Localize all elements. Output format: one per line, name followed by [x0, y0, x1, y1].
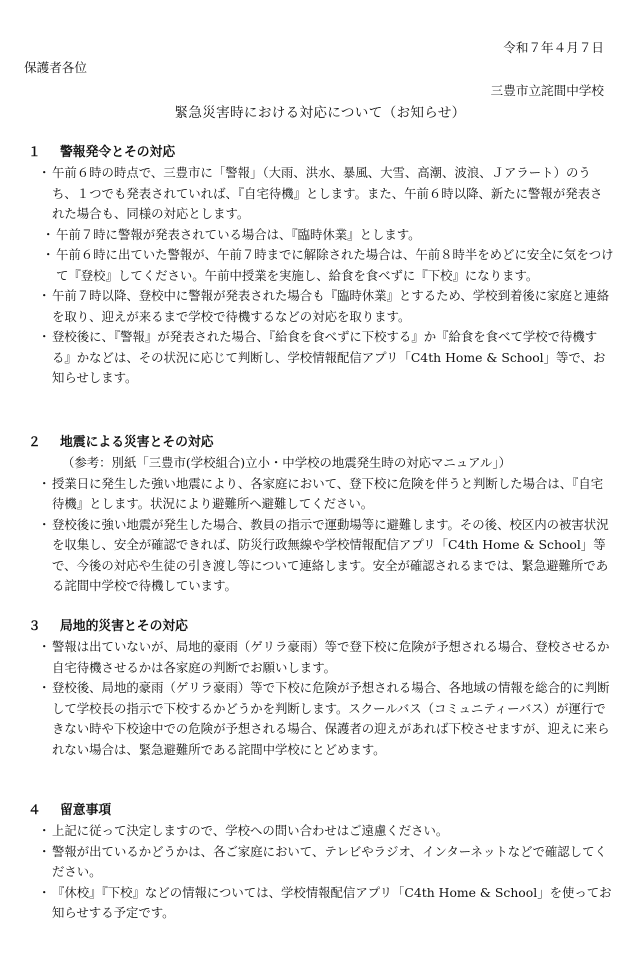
bullet-icon: ・: [38, 288, 51, 303]
bullet-icon: ・: [38, 680, 51, 695]
list-item: ・ 午前７時に警報が発表されている場合は、『臨時休業』とします。: [24, 225, 614, 246]
section-heading: [24, 617, 614, 637]
list-item: ・ 登校後に強い地震が発生した場合、教員の指示で運動場等に避難します。その後、校区内の被害状況を収集し、安全が確認できれば、防災行政無線や学校情報配信アプリ「C4th Home & School」等で、今後の対応や生徒の引き渡し等について連絡します。安全が確認されるまでは、緊急避難所である詫間中学校で待機しています。: [38, 516, 609, 593]
list-item: ・ 警報は出ていないが、局地的豪雨（ゲリラ豪雨）等で登下校に危険が予想される場合、登校させるか自宅待機させるかは各家庭の判断でお願いします。: [38, 639, 610, 675]
sender-school: 三豊市立詫間中学校: [490, 83, 604, 98]
section-local-disaster: [24, 617, 614, 760]
section-title: 局地的災害とその対応: [60, 619, 188, 634]
bullet-icon: ・: [38, 884, 51, 900]
list-item: ・ 警報が出ているかどうかは、各ご家庭において、テレビやラジオ、インターネットなどで確認してください。: [38, 843, 607, 879]
list-item: ・ 『休校』『下校』などの情報については、学校情報配信アプリ「C4th Home & School」を使ってお知らせする予定です。: [38, 884, 612, 920]
list-item: ・ 上記に従って決定しますので、学校への問い合わせはご遠慮ください。: [24, 821, 614, 842]
section-earthquake: [24, 433, 614, 597]
bullet-icon: ・: [38, 475, 51, 491]
bullet-icon: ・: [38, 639, 51, 654]
bullet-icon: ・: [42, 247, 55, 262]
section-number: １: [28, 145, 41, 160]
list-item: ・ 午前６時に出ていた警報が、午前７時までに解除された場合は、午前８時半をめどに安全に気をつけて『登校』してください。午前中授業を実施し、給食を食べずに『下校』になります。: [42, 247, 614, 283]
list-item: ・ 授業日に発生した強い地震により、各家庭において、登下校に危険を伴うと判断した場合は、『自宅待機』とします。状況により避難所へ避難してください。: [38, 475, 604, 511]
list-item: ・ 午前７時以降、登校中に警報が発表された場合も『臨時休業』とするため、学校到着後に家庭と連絡を取り、迎えが来るまで学校で待機するなどの対応を取ります。: [38, 288, 610, 324]
section-number: ３: [28, 619, 41, 634]
bullet-icon: ・: [38, 823, 51, 838]
bullet-icon: ・: [38, 516, 51, 532]
reference-note: （参考：別紙「三豊市(学校組合)立小・中学校の地震発生時の対応マニュアル」）: [62, 455, 512, 470]
section-title: 留意事項: [60, 803, 112, 818]
bullet-icon: ・: [42, 226, 55, 242]
document-title: 緊急災害時における対応について（お知らせ）: [174, 105, 466, 121]
section-heading: [24, 801, 614, 821]
section-number: ２: [28, 435, 41, 450]
document-date: 令和７年４月７日: [503, 40, 604, 55]
list-item: ・ 登校後、局地的豪雨（ゲリラ豪雨）等で下校に危険が予想される場合、各地域の情報を総合的に判断して学校長の指示で下校するかどうかを判断します。スクールバス（コミュニティーバス）が運行できない時や下校途中での危険が予想される場合、保護者の迎えがあれば下校させますが、迎えに来られない場合は、緊急避難所である詫間中学校にとどめます。: [38, 680, 610, 757]
section-notes: [24, 801, 614, 924]
bullet-icon: ・: [38, 329, 51, 344]
bullet-icon: ・: [38, 843, 51, 859]
list-item: ・ 登校後に、『警報』が発表された場合、『給食を食べずに下校する』か『給食を食べて学校で待機する』かなどは、その状況に応じて判断し、学校情報配信アプリ「C4th Home & School」等で、お知らせします。: [38, 329, 606, 385]
section-heading: [24, 433, 614, 453]
section-number: ４: [28, 803, 41, 818]
section-heading: [24, 143, 614, 163]
section-title: 警報発令とその対応: [60, 145, 176, 160]
section-title: 地震による災害とその対応: [60, 435, 214, 450]
list-item: ・ 午前６時の時点で、三豊市に「警報」（大雨、洪水、暴風、大雪、高潮、波浪、Ｊアラート）のうち、１つでも発表されていれば、『自宅待機』とします。また、午前６時以降、新たに警報が発表された場合も、同様の対応とします。: [38, 165, 603, 221]
section-warnings: [24, 143, 614, 389]
recipient: 保護者各位: [24, 60, 87, 75]
bullet-icon: ・: [38, 165, 51, 180]
